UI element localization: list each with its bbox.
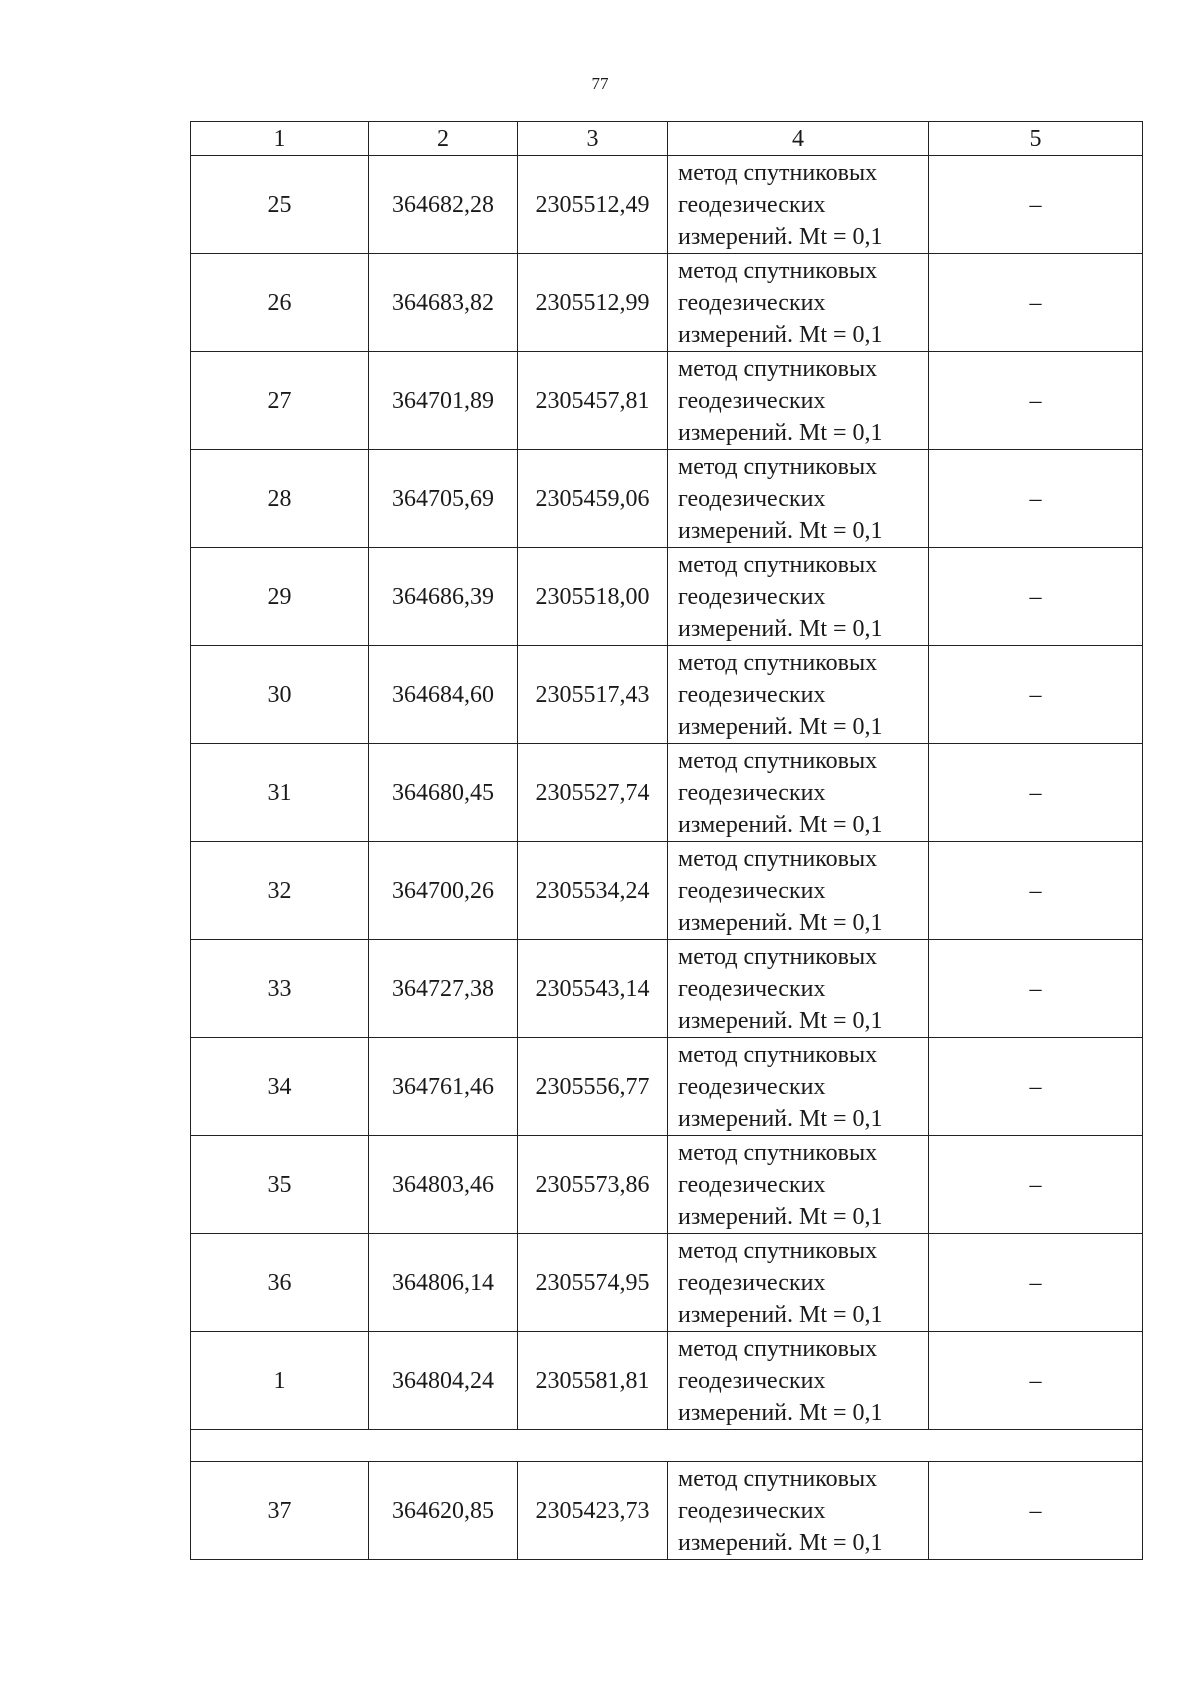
- point-number-cell: 32: [191, 842, 369, 940]
- method-text: метод спутниковых: [678, 747, 878, 774]
- x-coordinate-cell: 364682,28: [369, 156, 518, 254]
- y-coordinate-cell: 2305512,49: [518, 156, 668, 254]
- method-text: геодезических: [678, 1269, 826, 1296]
- table-row: [191, 1234, 1143, 1332]
- method-cell: [668, 744, 929, 842]
- point-number-cell: 29: [191, 548, 369, 646]
- note-cell: –: [929, 1136, 1143, 1234]
- x-coordinate-cell: 364761,46: [369, 1038, 518, 1136]
- note-cell: –: [929, 254, 1143, 352]
- y-coordinate-cell: 2305534,24: [518, 842, 668, 940]
- method-text: измерений. Mt = 0,1: [678, 615, 883, 642]
- method-text: измерений. Mt = 0,1: [678, 713, 883, 740]
- method-text: метод спутниковых: [678, 1465, 878, 1492]
- method-text: метод спутниковых: [678, 453, 878, 480]
- method-cell: [668, 254, 929, 352]
- x-coordinate-cell: 364804,24: [369, 1332, 518, 1430]
- point-number-cell: 31: [191, 744, 369, 842]
- method-text: геодезических: [678, 779, 826, 806]
- note-cell: –: [929, 352, 1143, 450]
- x-coordinate-cell: 364683,82: [369, 254, 518, 352]
- point-number-cell: 35: [191, 1136, 369, 1234]
- table-row: [191, 254, 1143, 352]
- method-text: геодезических: [678, 191, 826, 218]
- point-number-cell: 1: [191, 1332, 369, 1430]
- method-cell: [668, 1136, 929, 1234]
- method-text: геодезических: [678, 1073, 826, 1100]
- table-row: [191, 156, 1143, 254]
- point-number-cell: 34: [191, 1038, 369, 1136]
- note-cell: –: [929, 842, 1143, 940]
- column-header: 2: [369, 122, 518, 156]
- method-text: геодезических: [678, 485, 826, 512]
- method-cell: [668, 646, 929, 744]
- method-text: измерений. Mt = 0,1: [678, 1203, 883, 1230]
- method-text: метод спутниковых: [678, 845, 878, 872]
- x-coordinate-cell: 364806,14: [369, 1234, 518, 1332]
- method-text: метод спутниковых: [678, 1237, 878, 1264]
- method-text: измерений. Mt = 0,1: [678, 517, 883, 544]
- method-text: метод спутниковых: [678, 943, 878, 970]
- method-text: измерений. Mt = 0,1: [678, 1301, 883, 1328]
- spacer-row: [191, 1430, 1143, 1462]
- x-coordinate-cell: 364700,26: [369, 842, 518, 940]
- method-text: геодезических: [678, 1171, 826, 1198]
- method-cell: [668, 352, 929, 450]
- coordinates-table: [190, 121, 1143, 1560]
- x-coordinate-cell: 364680,45: [369, 744, 518, 842]
- point-number-cell: 26: [191, 254, 369, 352]
- method-cell: [668, 450, 929, 548]
- note-cell: –: [929, 1234, 1143, 1332]
- table-row: [191, 940, 1143, 1038]
- note-cell: –: [929, 744, 1143, 842]
- method-text: метод спутниковых: [678, 649, 878, 676]
- y-coordinate-cell: 2305512,99: [518, 254, 668, 352]
- point-number-cell: 27: [191, 352, 369, 450]
- method-text: измерений. Mt = 0,1: [678, 1529, 883, 1556]
- note-cell: –: [929, 646, 1143, 744]
- table-row: [191, 1332, 1143, 1430]
- method-text: геодезических: [678, 1497, 826, 1524]
- column-header: 4: [668, 122, 929, 156]
- table-row: [191, 1136, 1143, 1234]
- point-number-cell: 37: [191, 1462, 369, 1560]
- table-row: [191, 744, 1143, 842]
- x-coordinate-cell: 364803,46: [369, 1136, 518, 1234]
- method-cell: [668, 1332, 929, 1430]
- point-number-cell: 36: [191, 1234, 369, 1332]
- method-text: метод спутниковых: [678, 551, 878, 578]
- note-cell: –: [929, 548, 1143, 646]
- y-coordinate-cell: 2305574,95: [518, 1234, 668, 1332]
- method-text: измерений. Mt = 0,1: [678, 1399, 883, 1426]
- method-text: метод спутниковых: [678, 355, 878, 382]
- method-text: измерений. Mt = 0,1: [678, 223, 883, 250]
- x-coordinate-cell: 364686,39: [369, 548, 518, 646]
- method-cell: [668, 842, 929, 940]
- method-text: измерений. Mt = 0,1: [678, 321, 883, 348]
- y-coordinate-cell: 2305423,73: [518, 1462, 668, 1560]
- note-cell: –: [929, 450, 1143, 548]
- method-text: геодезических: [678, 289, 826, 316]
- method-text: метод спутниковых: [678, 1139, 878, 1166]
- method-text: геодезических: [678, 387, 826, 414]
- method-text: метод спутниковых: [678, 257, 878, 284]
- table-row: [191, 646, 1143, 744]
- table-row: [191, 450, 1143, 548]
- method-cell: [668, 1038, 929, 1136]
- point-number-cell: 30: [191, 646, 369, 744]
- column-header: 1: [191, 122, 369, 156]
- y-coordinate-cell: 2305517,43: [518, 646, 668, 744]
- note-cell: –: [929, 1038, 1143, 1136]
- table-header-row: [191, 122, 1143, 156]
- method-text: геодезических: [678, 681, 826, 708]
- y-coordinate-cell: 2305459,06: [518, 450, 668, 548]
- column-header: 3: [518, 122, 668, 156]
- y-coordinate-cell: 2305573,86: [518, 1136, 668, 1234]
- method-text: геодезических: [678, 583, 826, 610]
- method-text: метод спутниковых: [678, 1041, 878, 1068]
- y-coordinate-cell: 2305581,81: [518, 1332, 668, 1430]
- table-row: [191, 842, 1143, 940]
- x-coordinate-cell: 364727,38: [369, 940, 518, 1038]
- note-cell: –: [929, 1332, 1143, 1430]
- y-coordinate-cell: 2305518,00: [518, 548, 668, 646]
- method-text: измерений. Mt = 0,1: [678, 419, 883, 446]
- method-text: геодезических: [678, 975, 826, 1002]
- x-coordinate-cell: 364705,69: [369, 450, 518, 548]
- x-coordinate-cell: 364701,89: [369, 352, 518, 450]
- y-coordinate-cell: 2305543,14: [518, 940, 668, 1038]
- method-cell: [668, 156, 929, 254]
- table-row: [191, 1462, 1143, 1560]
- page-number: 77: [591, 74, 609, 93]
- point-number-cell: 28: [191, 450, 369, 548]
- table-row: [191, 1038, 1143, 1136]
- method-text: геодезических: [678, 877, 826, 904]
- method-text: измерений. Mt = 0,1: [678, 1105, 883, 1132]
- method-text: измерений. Mt = 0,1: [678, 811, 883, 838]
- y-coordinate-cell: 2305527,74: [518, 744, 668, 842]
- method-cell: [668, 1234, 929, 1332]
- method-text: измерений. Mt = 0,1: [678, 1007, 883, 1034]
- column-header: 5: [929, 122, 1143, 156]
- method-text: геодезических: [678, 1367, 826, 1394]
- note-cell: –: [929, 1462, 1143, 1560]
- x-coordinate-cell: 364684,60: [369, 646, 518, 744]
- table-row: [191, 548, 1143, 646]
- note-cell: –: [929, 940, 1143, 1038]
- method-text: метод спутниковых: [678, 1335, 878, 1362]
- method-cell: [668, 548, 929, 646]
- method-cell: [668, 1462, 929, 1560]
- point-number-cell: 25: [191, 156, 369, 254]
- spacer-cell: [191, 1430, 1143, 1462]
- y-coordinate-cell: 2305556,77: [518, 1038, 668, 1136]
- note-cell: –: [929, 156, 1143, 254]
- y-coordinate-cell: 2305457,81: [518, 352, 668, 450]
- method-text: метод спутниковых: [678, 159, 878, 186]
- method-cell: [668, 940, 929, 1038]
- point-number-cell: 33: [191, 940, 369, 1038]
- x-coordinate-cell: 364620,85: [369, 1462, 518, 1560]
- method-text: измерений. Mt = 0,1: [678, 909, 883, 936]
- table-row: [191, 352, 1143, 450]
